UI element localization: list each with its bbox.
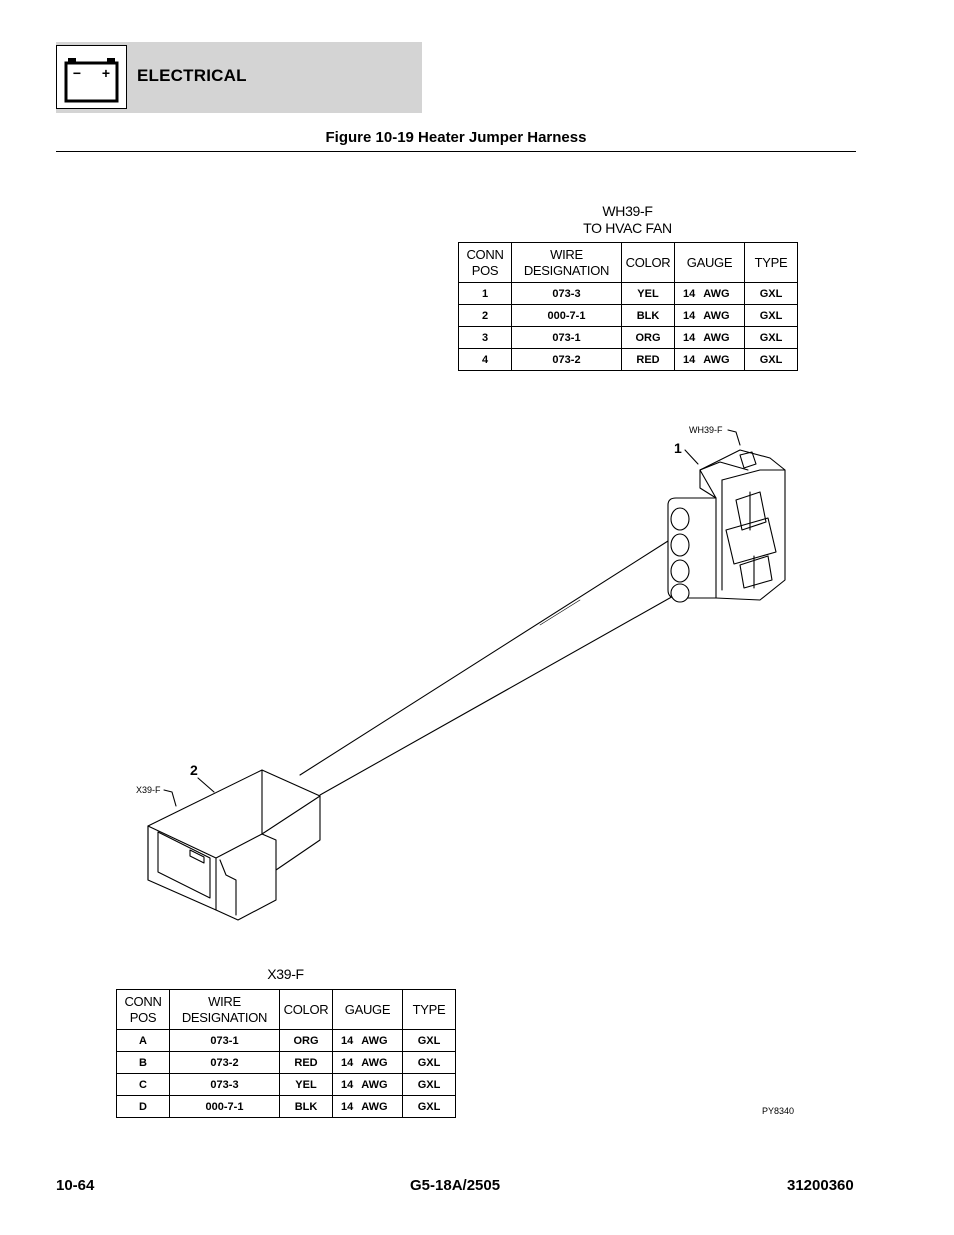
cell-conn-pos: 2	[459, 305, 512, 327]
footer-model: G5-18A/2505	[410, 1177, 501, 1194]
gauge-unit: AWG	[361, 1078, 388, 1091]
gauge-number: 14	[683, 287, 696, 300]
cell-conn-pos: C	[117, 1074, 170, 1096]
top-caption-line1: WH39-F	[602, 203, 653, 219]
cell-color: ORG	[280, 1030, 333, 1052]
drawing-code: PY8340	[762, 1106, 795, 1116]
gauge-unit: AWG	[361, 1100, 388, 1113]
gauge-unit: AWG	[361, 1034, 388, 1047]
cell-wire-designation: 000-7-1	[170, 1096, 280, 1118]
gauge-number: 14	[341, 1056, 354, 1069]
cell-color: YEL	[280, 1074, 333, 1096]
cell-wire-designation: 000-7-1	[512, 305, 622, 327]
header-conn-pos: CONN POS	[117, 990, 170, 1030]
cell-type: GXL	[403, 1096, 456, 1118]
battery-plus: +	[101, 65, 111, 81]
gauge-unit: AWG	[703, 309, 730, 322]
gauge-unit: AWG	[361, 1056, 388, 1069]
cell-color: RED	[622, 349, 675, 371]
cell-wire-designation: 073-2	[512, 349, 622, 371]
gauge-number: 14	[341, 1034, 354, 1047]
gauge-number: 14	[683, 309, 696, 322]
x39-ref-label: X39-F	[136, 785, 161, 795]
footer-part-number: 31200360	[787, 1177, 854, 1194]
cell-gauge	[333, 1096, 403, 1118]
cell-color: BLK	[622, 305, 675, 327]
gauge-unit: AWG	[703, 331, 730, 344]
bottom-wire-table	[116, 989, 456, 1118]
cell-wire-designation: 073-1	[170, 1030, 280, 1052]
cell-wire-designation: 073-2	[170, 1052, 280, 1074]
cell-type: GXL	[745, 349, 798, 371]
cell-conn-pos: A	[117, 1030, 170, 1052]
header-conn-pos: CONN POS	[459, 243, 512, 283]
gauge-number: 14	[683, 353, 696, 366]
header-wire-designation: WIRE DESIGNATION	[512, 243, 622, 283]
cell-type: GXL	[403, 1074, 456, 1096]
cell-type: GXL	[745, 305, 798, 327]
header-wire-designation: WIRE DESIGNATION	[170, 990, 280, 1030]
cell-color: ORG	[622, 327, 675, 349]
cell-type: GXL	[403, 1030, 456, 1052]
header-type: TYPE	[745, 243, 798, 283]
footer-page-number: 10-64	[56, 1177, 95, 1194]
gauge-number: 14	[683, 331, 696, 344]
header-color: COLOR	[280, 990, 333, 1030]
cell-conn-pos: 3	[459, 327, 512, 349]
header-gauge: GAUGE	[333, 990, 403, 1030]
table-row	[117, 1052, 456, 1074]
callout-1: 1	[674, 440, 682, 456]
cell-wire-designation: 073-1	[512, 327, 622, 349]
cell-wire-designation: 073-3	[512, 283, 622, 305]
top-caption-line2: TO HVAC FAN	[583, 220, 672, 236]
table-row	[117, 1030, 456, 1052]
table-row	[117, 1096, 456, 1118]
cell-conn-pos: 1	[459, 283, 512, 305]
cell-type: GXL	[745, 283, 798, 305]
cell-wire-designation: 073-3	[170, 1074, 280, 1096]
table-row	[117, 1074, 456, 1096]
section-title: ELECTRICAL	[137, 66, 247, 85]
callout-2: 2	[190, 762, 198, 778]
cell-conn-pos: 4	[459, 349, 512, 371]
header-type: TYPE	[403, 990, 456, 1030]
cell-type: GXL	[745, 327, 798, 349]
cell-conn-pos: B	[117, 1052, 170, 1074]
cell-color: YEL	[622, 283, 675, 305]
header-color: COLOR	[622, 243, 675, 283]
figure-title: Figure 10-19 Heater Jumper Harness	[325, 129, 587, 146]
cell-color: BLK	[280, 1096, 333, 1118]
gauge-number: 14	[341, 1100, 354, 1113]
cell-gauge	[333, 1030, 403, 1052]
header-gauge: GAUGE	[675, 243, 745, 283]
battery-minus: −	[72, 65, 82, 81]
cell-color: RED	[280, 1052, 333, 1074]
gauge-unit: AWG	[703, 353, 730, 366]
wh39-ref-label: WH39-F	[689, 425, 723, 435]
cell-type: GXL	[403, 1052, 456, 1074]
bottom-table-caption: X39-F	[267, 966, 304, 982]
gauge-number: 14	[341, 1078, 354, 1091]
gauge-unit: AWG	[703, 287, 730, 300]
cell-gauge	[333, 1074, 403, 1096]
cell-conn-pos: D	[117, 1096, 170, 1118]
cell-gauge	[333, 1052, 403, 1074]
